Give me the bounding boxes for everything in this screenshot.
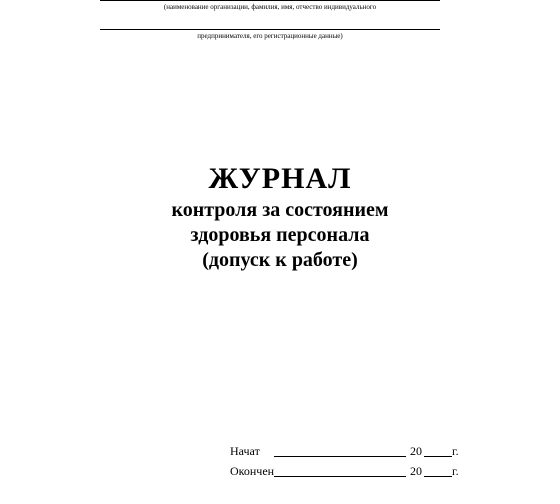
subtitle-line-3: (допуск к работе) — [202, 249, 358, 271]
started-year-blank[interactable] — [424, 456, 452, 457]
subtitle-line-1: контроля за состоянием — [171, 199, 389, 221]
started-year-prefix: 20 — [410, 444, 422, 458]
ended-label: Окончен — [230, 464, 275, 478]
org-name-line — [100, 0, 440, 1]
journal-title: ЖУРНАЛ — [208, 162, 352, 195]
started-label: Начат — [230, 444, 260, 458]
started-row — [230, 444, 530, 460]
ended-year-prefix: 20 — [410, 464, 422, 478]
org-caption: (наименование организации, фамилия, имя, отчество индивидуального — [163, 3, 377, 11]
ended-year-suffix: г. — [452, 464, 459, 478]
ended-row — [230, 464, 530, 480]
started-year-suffix: г. — [452, 444, 459, 458]
started-date-blank[interactable] — [274, 456, 406, 457]
title-block — [100, 162, 460, 273]
ended-year-blank[interactable] — [424, 476, 452, 477]
ended-date-blank[interactable] — [274, 476, 406, 477]
entrepreneur-data-line — [100, 29, 440, 30]
entrepreneur-caption: предпринимателя, его регистрационные данные) — [197, 32, 343, 40]
subtitle-line-2: здоровья персонала — [190, 224, 370, 246]
